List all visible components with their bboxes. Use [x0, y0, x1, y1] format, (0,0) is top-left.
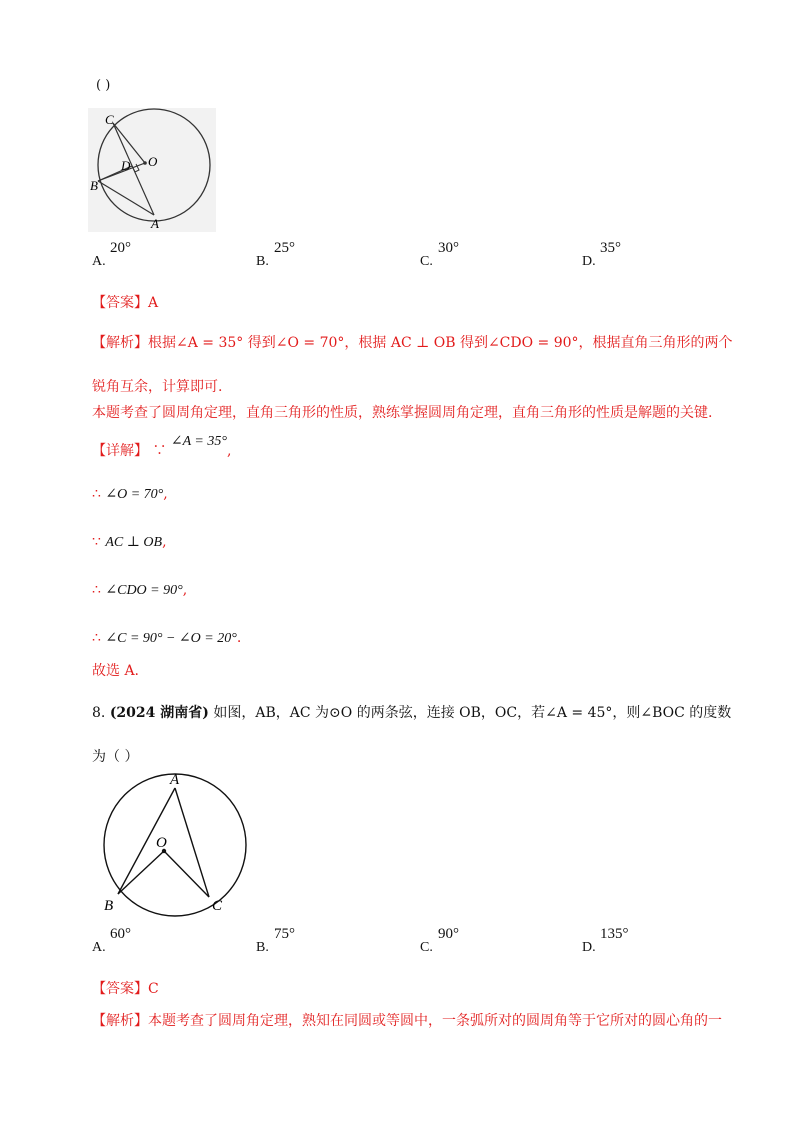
step-expression: ∠A = 35° [170, 434, 227, 449]
q8-option-d-value: 135° [600, 926, 629, 942]
step-expression: AC ⊥ OB [105, 535, 163, 550]
q7-option-c-value: 30° [438, 240, 459, 256]
q7-detail-tag: 【详解】 [92, 443, 148, 459]
step-expression: ∠O = 70° [105, 487, 164, 502]
q8-label-O: O [156, 835, 167, 851]
q7-answer-tag: 【答案】 [92, 295, 148, 311]
q8-stem-line1 [92, 702, 731, 722]
q7-answer-paren: ( ) [96, 78, 111, 93]
q8-option-a-value: 60° [110, 926, 131, 942]
q8-source: (2024 湖南省) [109, 705, 209, 721]
q7-analysis-line2: 锐角互余，计算即可. [92, 379, 223, 395]
q7-detail-step-2 [92, 486, 168, 503]
step-end: , [162, 534, 167, 550]
step-end: , [163, 486, 168, 502]
q7-analysis-line1 [92, 332, 733, 352]
q7-detail-step-3 [92, 534, 167, 551]
step-symbol: ∵ [92, 534, 101, 550]
q7-label-O: O [148, 154, 158, 169]
q7-analysis-tag: 【解析】 [92, 335, 148, 351]
q8-analysis-text1: 本题考查了圆周角定理，熟知在同圆或等圆中，一条弧所对的圆周角等于它所对的圆心角的一 [148, 1013, 722, 1029]
q7-detail-step-1 [92, 434, 232, 460]
step-symbol: ∵ [152, 443, 167, 459]
q8-text1: 如图，AB，AC 为⊙O 的两条弦，连接 OB，OC，若∠A = 45°，则∠BOC 的度数 [213, 705, 732, 721]
q8-option-b-letter: B. [256, 940, 269, 955]
q7-option-a-letter: A. [92, 254, 106, 269]
q7-option-a-value: 20° [110, 240, 131, 256]
q8-label-B: B [104, 898, 114, 914]
q7-option-b-letter: B. [256, 254, 269, 269]
q7-label-A: A [151, 216, 159, 231]
q7-figure [88, 108, 216, 232]
q7-answer-value: A [148, 295, 159, 311]
q7-conclusion: 故选 A. [92, 663, 140, 679]
q8-analysis-tag: 【解析】 [92, 1013, 148, 1029]
q8-option-c-value: 90° [438, 926, 459, 942]
q7-label-B: B [90, 178, 98, 193]
q7-label-D: D [121, 158, 131, 173]
q7-detail-step-5 [92, 630, 241, 647]
step-expression: ∠CDO = 90° [105, 583, 183, 598]
step-end: . [236, 630, 242, 646]
step-expression: ∠C = 90° − ∠O = 20° [105, 631, 237, 646]
q8-option-c-letter: C. [420, 940, 433, 955]
q8-option-d-letter: D. [582, 940, 596, 955]
q8-analysis-line1 [92, 1010, 722, 1030]
step-symbol: ∴ [92, 486, 101, 502]
q7-detail-step-4 [92, 582, 187, 599]
q7-option-b-value: 25° [274, 240, 295, 256]
q7-summary: 本题考查了圆周角定理，直角三角形的性质，熟练掌握圆周角定理，直角三角形的性质是解题的关键. [92, 405, 713, 421]
q8-answer-tag: 【答案】 [92, 981, 148, 997]
step-symbol: ∴ [92, 630, 101, 646]
step-end: , [182, 582, 188, 598]
step-end: , [226, 443, 232, 459]
q7-option-d-value: 35° [600, 240, 621, 256]
q7-label-C: C [105, 112, 114, 127]
q8-stem-line2: 为（ ） [92, 749, 139, 765]
q8-answer-value: C [148, 981, 159, 997]
q7-answer [92, 292, 158, 312]
q7-option-c-letter: C. [420, 254, 433, 269]
q7-option-d-letter: D. [582, 254, 596, 269]
q8-answer [92, 978, 159, 998]
q8-label-A: A [170, 772, 180, 788]
q7-analysis-text1: 根据∠A = 35° 得到∠O = 70°，根据 AC ⊥ OB 得到∠CDO = 90°，根据直角三角形的两个 [148, 335, 733, 351]
step-symbol: ∴ [92, 582, 101, 598]
q8-number: 8. [92, 705, 106, 721]
q8-label-C: C [212, 898, 223, 914]
q8-figure [90, 770, 260, 918]
q8-option-a-letter: A. [92, 940, 106, 955]
q8-option-b-value: 75° [274, 926, 295, 942]
